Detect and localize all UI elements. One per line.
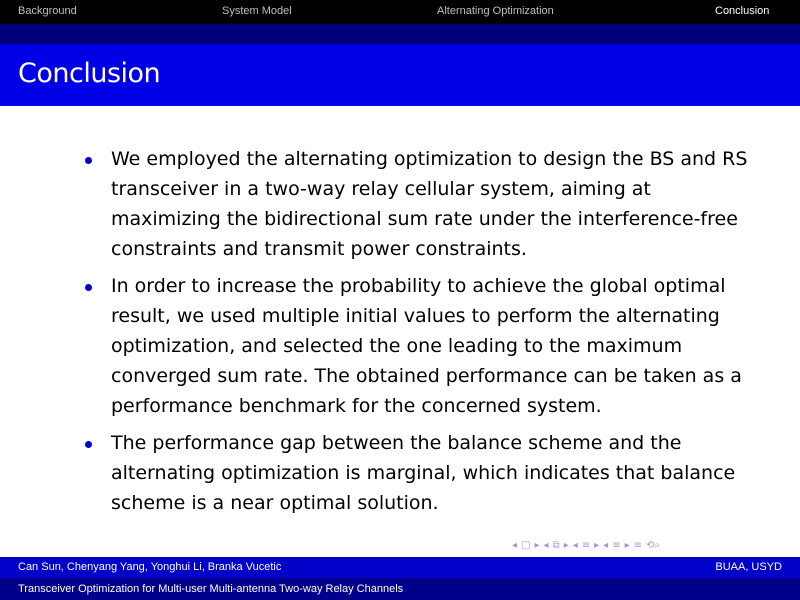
nav-section-background[interactable]: Background [18, 5, 77, 17]
subsection-band [0, 24, 800, 44]
bullet-text: The performance gap between the balance scheme and the alternating optimization is marginal, which indicates that balance scheme is a near optimal solution. [111, 432, 736, 514]
bullet-icon [85, 157, 92, 164]
appendix-icon[interactable]: ≡ [633, 539, 643, 551]
bullet-item [85, 428, 755, 518]
nav-section-alternating-optimization[interactable]: Alternating Optimization [437, 5, 554, 17]
document-icon[interactable]: ≡ [612, 539, 621, 551]
bullet-item [85, 271, 755, 421]
frame-icon[interactable]: □ [521, 539, 531, 551]
footer-institution: BUAA, USYD [715, 561, 782, 573]
section-navigation-bar [0, 0, 800, 24]
nav-section-conclusion[interactable]: Conclusion [715, 5, 770, 17]
beamer-navigation-symbols [512, 538, 660, 552]
prev-document-icon[interactable]: ◂ [603, 539, 609, 551]
bullet-icon [85, 441, 92, 448]
prev-subsection-icon[interactable]: ◂ [543, 539, 549, 551]
bullet-item [85, 144, 755, 264]
prev-section-icon[interactable]: ◂ [572, 539, 578, 551]
footer-authors: Can Sun, Chenyang Yang, Yonghui Li, Branka Vucetic [18, 561, 282, 573]
next-document-icon[interactable]: ▸ [624, 539, 630, 551]
bullet-text: We employed the alternating optimization to design the BS and RS transceiver in a two-way relay cellular system, aiming at maximizing the bidirectional sum rate under the interference-free constraints and transmit power constraints. [111, 148, 748, 260]
subsection-icon[interactable]: ⧉ [552, 539, 560, 551]
section-icon[interactable]: ≡ [581, 539, 591, 551]
slide-title: Conclusion [18, 58, 161, 89]
next-section-icon[interactable]: ▸ [594, 539, 600, 551]
bullet-text: In order to increase the probability to achieve the global optimal result, we used multiple initial values to perform the alternating optimization, and selected the one leading to the maximum converged sum rate. The obtained performance can be taken as a performance benchmark for the concerned system. [111, 275, 742, 417]
bullet-list [85, 144, 755, 518]
footer-author-bar [0, 557, 800, 578]
bullet-icon [85, 284, 92, 291]
next-subsection-icon[interactable]: ▸ [563, 539, 569, 551]
frame-title-bar [0, 44, 800, 106]
slide-content [85, 144, 755, 525]
nav-section-system-model[interactable]: System Model [222, 5, 292, 17]
footer-title-bar [0, 578, 800, 600]
footer-talk-title: Transceiver Optimization for Multi-user Multi-antenna Two-way Relay Channels [18, 583, 404, 595]
prev-frame-icon[interactable]: ◂ [512, 539, 518, 551]
search-icon[interactable]: ⟲⌕ [646, 539, 660, 551]
next-frame-icon[interactable]: ▸ [534, 539, 540, 551]
